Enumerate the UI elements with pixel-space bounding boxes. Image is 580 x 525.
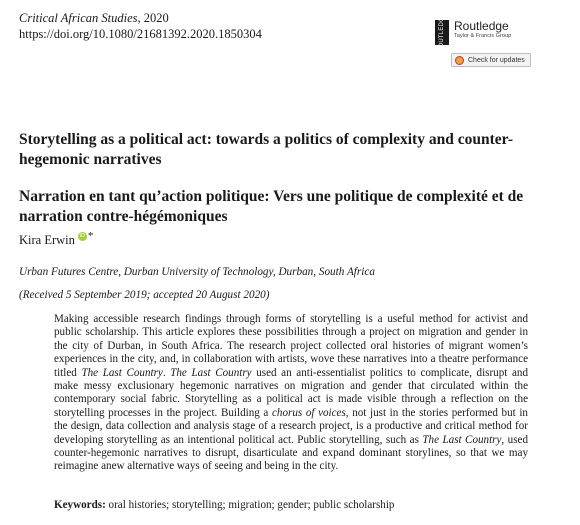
article-title-english: Storytelling as a political act: towards a politics of complexity and counter-hegemonic narratives (19, 131, 514, 168)
abstract-text-3: used an anti-essentialist politics to complicate, disrupt and make messy exclusionary hegemonic narratives on migration and gender that circulated within the contemporary social fabric. Storytelling as a political act is made visible through a reflection on the storytelling processes in the project. Building a (54, 366, 528, 419)
keywords-label: Keywords: (54, 499, 106, 511)
abstract-emphasis-2: The Last Country (170, 366, 252, 379)
keywords (54, 498, 394, 512)
abstract-text-4: , not just in the stories performed but in the design, data collection and analysis stage of a research project, is a productive and critical method for developing storytelling as an intentional political act. Public storytelling, such as (54, 406, 528, 446)
author-affiliation: Urban Futures Centre, Durban University of Technology, Durban, South Africa (19, 266, 375, 278)
publisher-subtitle: Taylor & Francis Group (454, 33, 512, 39)
author-line (19, 232, 93, 248)
abstract-text-1: Making accessible research findings through forms of storytelling is a useful method for activist and public scholarship. This article explores these possibilities through a project on migration and gender in the city of Durban, in South Africa. The research project collected oral histories of migrant women’s experiences in the city, and, in collaboration with artists, wove these narratives into a theatre performance titled (54, 313, 528, 379)
doi-link[interactable]: https://doi.org/10.1080/21681392.2020.1850304 (19, 27, 262, 41)
received-dates: (Received 5 September 2019; accepted 20 August 2020) (19, 289, 270, 301)
journal-year: , 2020 (137, 11, 169, 25)
check-for-updates-button[interactable] (451, 53, 531, 67)
abstract-emphasis-1: The Last Country (81, 366, 163, 379)
abstract-emphasis-4: The Last Country (422, 433, 502, 446)
orcid-icon[interactable]: iD (79, 232, 85, 239)
journal-title: Critical African Studies (19, 11, 138, 25)
abstract-emphasis-3: chorus of voices (271, 406, 346, 419)
routledge-logo-icon: ROUTLEDGE (435, 20, 449, 45)
publisher-logo[interactable] (435, 12, 555, 53)
keywords-list: oral histories; storytelling; migration; gender; public scholarship (108, 499, 395, 511)
check-updates-icon (455, 56, 464, 65)
publisher-name: Routledge (454, 19, 509, 33)
publisher-text (454, 20, 511, 40)
abstract (54, 313, 528, 474)
abstract-text-2: . (162, 366, 171, 379)
author-footnote-marker[interactable]: * (87, 230, 94, 242)
author-name[interactable]: Kira Erwin (19, 233, 75, 247)
article-title-french: Narration en tant qu’action politique: Vers une politique de complexité et de narration contre-hégémoniques (19, 188, 524, 225)
check-for-updates-label: Check for updates (468, 56, 525, 64)
abstract-text-5: , used counter-hegemonic narratives to disrupt, disarticulate and expand dominant storylines, so that we may reimagine anew alternative ways of seeing and being in the city. (54, 433, 528, 473)
